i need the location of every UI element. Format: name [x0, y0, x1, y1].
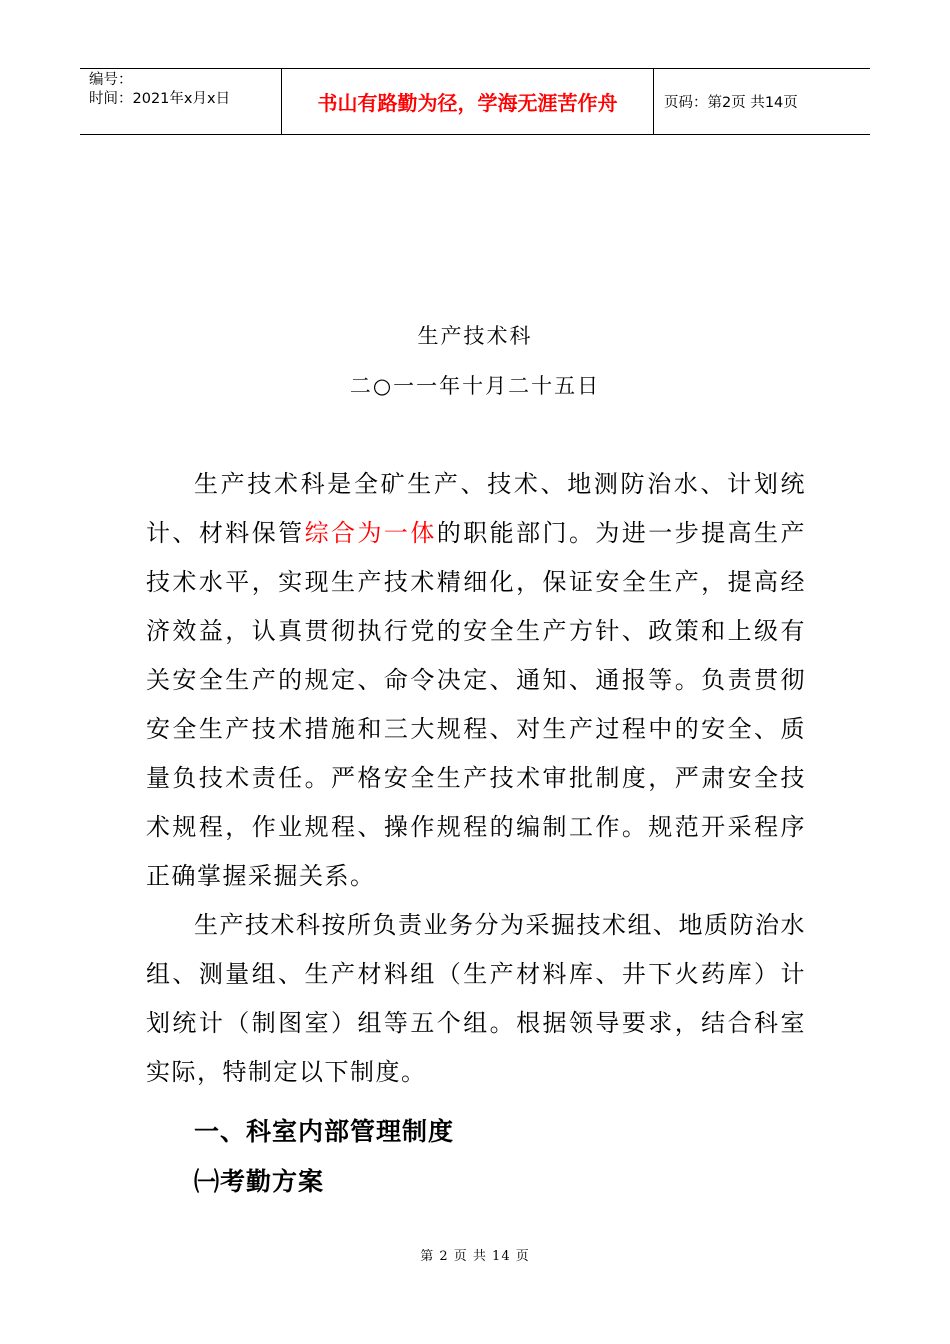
document-date: 二○一一年十月二十五日: [349, 374, 601, 398]
paragraph-1-part-1: 生产技术科是全矿生产、技术、地测防治水、计划统计、材料保管: [146, 470, 806, 547]
paragraph-1: [146, 460, 806, 901]
time-label: 时间：2021年x月x日: [89, 91, 231, 107]
department-name: 生产技术科: [417, 324, 533, 348]
header-page-info: 页码：第2页 共14页: [664, 95, 798, 111]
paragraph-2: 生产技术科按所负责业务分为采掘技术组、地质防治水组、测量组、生产材料组（生产材料库、井下火药库）计划统计（制图室）组等五个组。根据领导要求，结合科室实际，特制定以下制度。: [146, 911, 806, 1086]
number-label: 编号：: [89, 72, 133, 88]
subsection-heading: ㈠考勤方案: [194, 1167, 325, 1196]
page-footer: 第 2 页 共 14 页: [420, 1249, 530, 1264]
paragraph-1-highlight: 综合为一体: [304, 519, 437, 547]
section-heading: 一、科室内部管理制度: [194, 1117, 455, 1146]
header-motto: 书山有路勤为径，学海无涯苦作舟: [282, 69, 654, 134]
header-meta-cell: [80, 69, 282, 134]
paragraph-1-part-2: 的职能部门。为进一步提高生产技术水平，实现生产技术精细化，保证安全生产，提高经济效益，认真贯彻执行党的安全生产方针、政策和上级有关安全生产的规定、命令决定、通知、通报等。负责贯彻安全生产技术措施和三大规程、对生产过程中的安全、质量负技术责任。严格安全生产技术审批制度，严肃安全技术规程，作业规程、操作规程的编制工作。规范开采程序正确掌握采掘关系。: [146, 519, 806, 890]
body-text: [146, 460, 806, 1097]
header-table: [80, 68, 870, 135]
